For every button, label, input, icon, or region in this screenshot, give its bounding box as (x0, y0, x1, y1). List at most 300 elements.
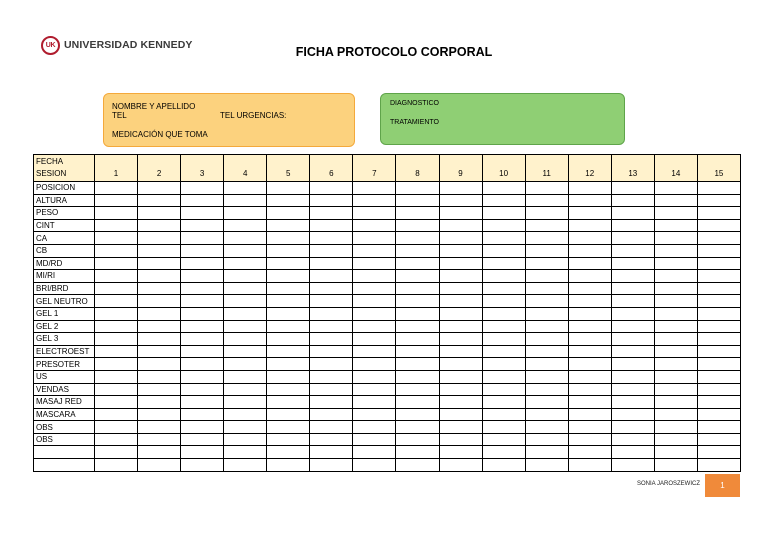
table-cell[interactable] (95, 333, 138, 346)
table-cell[interactable] (396, 370, 439, 383)
table-cell[interactable] (310, 459, 353, 472)
table-cell[interactable] (310, 282, 353, 295)
table-cell[interactable] (525, 320, 568, 333)
table-cell[interactable] (396, 295, 439, 308)
table-cell[interactable] (310, 307, 353, 320)
table-cell[interactable] (267, 383, 310, 396)
table-cell[interactable] (482, 370, 525, 383)
table-cell[interactable] (482, 396, 525, 409)
table-cell[interactable] (310, 270, 353, 283)
table-cell[interactable] (138, 307, 181, 320)
table-cell[interactable] (138, 295, 181, 308)
table-cell[interactable] (697, 282, 740, 295)
table-cell[interactable] (95, 182, 138, 195)
table-cell[interactable] (439, 270, 482, 283)
table-cell[interactable] (138, 396, 181, 409)
table-cell[interactable] (568, 396, 611, 409)
table-cell[interactable] (654, 282, 697, 295)
table-cell[interactable] (95, 370, 138, 383)
table-cell[interactable] (353, 182, 396, 195)
table-cell[interactable] (181, 232, 224, 245)
table-cell[interactable] (310, 219, 353, 232)
table-cell[interactable] (353, 358, 396, 371)
table-cell[interactable] (310, 383, 353, 396)
table-cell[interactable] (353, 219, 396, 232)
table-cell[interactable] (654, 333, 697, 346)
table-cell[interactable] (138, 408, 181, 421)
table-cell[interactable] (181, 307, 224, 320)
table-cell[interactable] (224, 333, 267, 346)
table-cell[interactable] (353, 421, 396, 434)
table-cell[interactable] (138, 383, 181, 396)
table-cell[interactable] (568, 307, 611, 320)
table-cell[interactable] (654, 383, 697, 396)
table-cell[interactable] (525, 282, 568, 295)
table-cell[interactable] (224, 421, 267, 434)
table-cell[interactable] (525, 232, 568, 245)
table-cell[interactable] (138, 370, 181, 383)
table-cell[interactable] (697, 345, 740, 358)
table-cell[interactable] (224, 446, 267, 459)
table-cell[interactable] (654, 446, 697, 459)
table-cell[interactable] (396, 307, 439, 320)
table-cell[interactable] (611, 358, 654, 371)
table-cell[interactable] (267, 370, 310, 383)
table-cell[interactable] (697, 270, 740, 283)
table-cell[interactable] (439, 396, 482, 409)
table-cell[interactable] (181, 383, 224, 396)
table-cell[interactable] (310, 345, 353, 358)
table-cell[interactable] (353, 459, 396, 472)
table-cell[interactable] (267, 307, 310, 320)
table-cell[interactable] (181, 219, 224, 232)
table-cell[interactable] (525, 307, 568, 320)
table-cell[interactable] (525, 295, 568, 308)
table-cell[interactable] (697, 257, 740, 270)
table-cell[interactable] (654, 345, 697, 358)
table-cell[interactable] (224, 370, 267, 383)
table-cell[interactable] (439, 433, 482, 446)
table-cell[interactable] (138, 459, 181, 472)
table-cell[interactable] (439, 282, 482, 295)
table-cell[interactable] (310, 333, 353, 346)
table-cell[interactable] (181, 345, 224, 358)
table-cell[interactable] (697, 383, 740, 396)
table-cell[interactable] (95, 396, 138, 409)
table-cell[interactable] (439, 320, 482, 333)
table-cell[interactable] (439, 194, 482, 207)
table-cell[interactable] (611, 282, 654, 295)
table-cell[interactable] (525, 194, 568, 207)
table-cell[interactable] (224, 182, 267, 195)
table-cell[interactable] (267, 295, 310, 308)
table-cell[interactable] (654, 182, 697, 195)
table-cell[interactable] (525, 257, 568, 270)
table-cell[interactable] (95, 383, 138, 396)
table-cell[interactable] (181, 358, 224, 371)
table-cell[interactable] (138, 345, 181, 358)
table-cell[interactable] (353, 295, 396, 308)
table-cell[interactable] (654, 396, 697, 409)
table-cell[interactable] (396, 244, 439, 257)
table-cell[interactable] (95, 446, 138, 459)
table-cell[interactable] (224, 307, 267, 320)
table-cell[interactable] (353, 333, 396, 346)
table-cell[interactable] (611, 408, 654, 421)
table-cell[interactable] (482, 295, 525, 308)
table-cell[interactable] (697, 244, 740, 257)
table-cell[interactable] (396, 345, 439, 358)
table-cell[interactable] (568, 345, 611, 358)
table-cell[interactable] (568, 295, 611, 308)
table-cell[interactable] (439, 383, 482, 396)
table-cell[interactable] (138, 270, 181, 283)
table-cell[interactable] (568, 408, 611, 421)
table-cell[interactable] (353, 244, 396, 257)
table-cell[interactable] (439, 207, 482, 220)
table-cell[interactable] (267, 320, 310, 333)
table-cell[interactable] (310, 446, 353, 459)
table-cell[interactable] (396, 320, 439, 333)
table-cell[interactable] (138, 232, 181, 245)
table-cell[interactable] (224, 358, 267, 371)
table-cell[interactable] (525, 383, 568, 396)
table-cell[interactable] (525, 244, 568, 257)
table-cell[interactable] (95, 421, 138, 434)
table-cell[interactable] (267, 257, 310, 270)
table-cell[interactable] (439, 219, 482, 232)
table-cell[interactable] (611, 307, 654, 320)
table-cell[interactable] (525, 219, 568, 232)
table-cell[interactable] (353, 396, 396, 409)
table-cell[interactable] (654, 370, 697, 383)
table-cell[interactable] (396, 459, 439, 472)
table-cell[interactable] (267, 446, 310, 459)
table-cell[interactable] (611, 396, 654, 409)
table-cell[interactable] (482, 408, 525, 421)
table-cell[interactable] (181, 207, 224, 220)
table-cell[interactable] (95, 219, 138, 232)
table-cell[interactable] (654, 408, 697, 421)
table-cell[interactable] (138, 219, 181, 232)
table-cell[interactable] (267, 182, 310, 195)
table-cell[interactable] (95, 282, 138, 295)
table-cell[interactable] (439, 408, 482, 421)
table-cell[interactable] (353, 194, 396, 207)
table-cell[interactable] (611, 459, 654, 472)
table-cell[interactable] (224, 270, 267, 283)
table-cell[interactable] (697, 232, 740, 245)
table-cell[interactable] (439, 446, 482, 459)
table-cell[interactable] (482, 320, 525, 333)
table-cell[interactable] (525, 333, 568, 346)
table-cell[interactable] (482, 459, 525, 472)
table-cell[interactable] (353, 270, 396, 283)
table-cell[interactable] (697, 446, 740, 459)
table-cell[interactable] (138, 446, 181, 459)
table-cell[interactable] (654, 257, 697, 270)
table-cell[interactable] (224, 219, 267, 232)
table-cell[interactable] (396, 207, 439, 220)
table-cell[interactable] (396, 270, 439, 283)
table-cell[interactable] (654, 421, 697, 434)
table-cell[interactable] (396, 232, 439, 245)
table-cell[interactable] (138, 358, 181, 371)
table-cell[interactable] (181, 244, 224, 257)
table-cell[interactable] (181, 182, 224, 195)
table-cell[interactable] (611, 333, 654, 346)
table-cell[interactable] (181, 194, 224, 207)
table-cell[interactable] (95, 244, 138, 257)
table-cell[interactable] (654, 433, 697, 446)
table-cell[interactable] (697, 421, 740, 434)
table-cell[interactable] (611, 345, 654, 358)
table-cell[interactable] (267, 232, 310, 245)
table-cell[interactable] (482, 421, 525, 434)
table-cell[interactable] (353, 232, 396, 245)
table-cell[interactable] (95, 232, 138, 245)
table-cell[interactable] (181, 295, 224, 308)
table-cell[interactable] (138, 333, 181, 346)
table-cell[interactable] (396, 408, 439, 421)
table-cell[interactable] (525, 358, 568, 371)
table-cell[interactable] (611, 370, 654, 383)
table-cell[interactable] (310, 295, 353, 308)
table-cell[interactable] (267, 396, 310, 409)
table-cell[interactable] (95, 345, 138, 358)
table-cell[interactable] (353, 383, 396, 396)
table-cell[interactable] (267, 282, 310, 295)
table-cell[interactable] (697, 358, 740, 371)
table-cell[interactable] (181, 446, 224, 459)
table-cell[interactable] (568, 219, 611, 232)
table-cell[interactable] (224, 383, 267, 396)
table-cell[interactable] (224, 232, 267, 245)
table-cell[interactable] (95, 320, 138, 333)
table-cell[interactable] (310, 257, 353, 270)
table-cell[interactable] (654, 307, 697, 320)
table-cell[interactable] (568, 182, 611, 195)
table-cell[interactable] (138, 207, 181, 220)
table-cell[interactable] (95, 433, 138, 446)
table-cell[interactable] (138, 421, 181, 434)
table-cell[interactable] (568, 320, 611, 333)
table-cell[interactable] (482, 232, 525, 245)
table-cell[interactable] (525, 408, 568, 421)
table-cell[interactable] (697, 207, 740, 220)
table-cell[interactable] (310, 232, 353, 245)
table-cell[interactable] (611, 446, 654, 459)
table-cell[interactable] (482, 282, 525, 295)
table-cell[interactable] (611, 383, 654, 396)
table-cell[interactable] (267, 244, 310, 257)
table-cell[interactable] (267, 219, 310, 232)
table-cell[interactable] (396, 421, 439, 434)
table-cell[interactable] (482, 446, 525, 459)
table-cell[interactable] (95, 408, 138, 421)
table-cell[interactable] (310, 370, 353, 383)
table-cell[interactable] (95, 207, 138, 220)
table-cell[interactable] (181, 459, 224, 472)
table-cell[interactable] (353, 257, 396, 270)
table-cell[interactable] (310, 396, 353, 409)
table-cell[interactable] (138, 194, 181, 207)
table-cell[interactable] (181, 370, 224, 383)
table-cell[interactable] (138, 433, 181, 446)
table-cell[interactable] (697, 433, 740, 446)
table-cell[interactable] (482, 207, 525, 220)
table-cell[interactable] (654, 270, 697, 283)
table-cell[interactable] (353, 345, 396, 358)
table-cell[interactable] (396, 282, 439, 295)
table-cell[interactable] (482, 257, 525, 270)
table-cell[interactable] (353, 370, 396, 383)
table-cell[interactable] (482, 345, 525, 358)
table-cell[interactable] (611, 257, 654, 270)
table-cell[interactable] (396, 182, 439, 195)
table-cell[interactable] (568, 207, 611, 220)
table-cell[interactable] (611, 182, 654, 195)
table-cell[interactable] (525, 421, 568, 434)
table-cell[interactable] (224, 459, 267, 472)
table-cell[interactable] (353, 408, 396, 421)
table-cell[interactable] (568, 270, 611, 283)
table-cell[interactable] (654, 358, 697, 371)
table-cell[interactable] (95, 194, 138, 207)
table-cell[interactable] (224, 244, 267, 257)
table-cell[interactable] (396, 433, 439, 446)
table-cell[interactable] (482, 182, 525, 195)
table-cell[interactable] (353, 207, 396, 220)
table-cell[interactable] (95, 358, 138, 371)
table-cell[interactable] (396, 446, 439, 459)
table-cell[interactable] (439, 295, 482, 308)
table-cell[interactable] (611, 194, 654, 207)
table-cell[interactable] (611, 244, 654, 257)
table-cell[interactable] (224, 194, 267, 207)
table-cell[interactable] (697, 370, 740, 383)
table-cell[interactable] (482, 433, 525, 446)
table-cell[interactable] (525, 433, 568, 446)
table-cell[interactable] (568, 421, 611, 434)
table-cell[interactable] (267, 421, 310, 434)
table-cell[interactable] (95, 295, 138, 308)
table-cell[interactable] (353, 307, 396, 320)
table-cell[interactable] (439, 244, 482, 257)
table-cell[interactable] (482, 270, 525, 283)
table-cell[interactable] (654, 219, 697, 232)
table-cell[interactable] (697, 320, 740, 333)
table-cell[interactable] (568, 383, 611, 396)
table-cell[interactable] (525, 396, 568, 409)
table-cell[interactable] (267, 207, 310, 220)
table-cell[interactable] (611, 320, 654, 333)
table-cell[interactable] (396, 358, 439, 371)
table-cell[interactable] (654, 295, 697, 308)
table-cell[interactable] (181, 396, 224, 409)
table-cell[interactable] (439, 333, 482, 346)
table-cell[interactable] (697, 396, 740, 409)
table-cell[interactable] (224, 396, 267, 409)
table-cell[interactable] (482, 307, 525, 320)
table-cell[interactable] (439, 421, 482, 434)
table-cell[interactable] (482, 194, 525, 207)
table-cell[interactable] (267, 433, 310, 446)
table-cell[interactable] (310, 194, 353, 207)
table-cell[interactable] (697, 182, 740, 195)
table-cell[interactable] (611, 232, 654, 245)
table-cell[interactable] (396, 257, 439, 270)
table-cell[interactable] (310, 207, 353, 220)
table-cell[interactable] (439, 257, 482, 270)
table-cell[interactable] (267, 194, 310, 207)
table-cell[interactable] (439, 307, 482, 320)
table-cell[interactable] (267, 358, 310, 371)
table-cell[interactable] (310, 421, 353, 434)
table-cell[interactable] (568, 358, 611, 371)
table-cell[interactable] (611, 295, 654, 308)
table-cell[interactable] (138, 182, 181, 195)
table-cell[interactable] (310, 182, 353, 195)
table-cell[interactable] (654, 207, 697, 220)
table-cell[interactable] (181, 333, 224, 346)
table-cell[interactable] (224, 433, 267, 446)
table-cell[interactable] (568, 459, 611, 472)
table-cell[interactable] (95, 459, 138, 472)
table-cell[interactable] (181, 320, 224, 333)
table-cell[interactable] (654, 232, 697, 245)
table-cell[interactable] (181, 408, 224, 421)
table-cell[interactable] (525, 207, 568, 220)
table-cell[interactable] (224, 207, 267, 220)
table-cell[interactable] (396, 194, 439, 207)
table-cell[interactable] (697, 408, 740, 421)
table-cell[interactable] (697, 307, 740, 320)
table-cell[interactable] (439, 358, 482, 371)
table-cell[interactable] (224, 345, 267, 358)
table-cell[interactable] (138, 244, 181, 257)
table-cell[interactable] (697, 333, 740, 346)
table-cell[interactable] (267, 333, 310, 346)
table-cell[interactable] (697, 194, 740, 207)
table-cell[interactable] (525, 370, 568, 383)
table-cell[interactable] (654, 194, 697, 207)
table-cell[interactable] (525, 446, 568, 459)
table-cell[interactable] (181, 257, 224, 270)
table-cell[interactable] (396, 396, 439, 409)
table-cell[interactable] (697, 295, 740, 308)
table-cell[interactable] (396, 333, 439, 346)
table-cell[interactable] (525, 345, 568, 358)
table-cell[interactable] (611, 219, 654, 232)
table-cell[interactable] (568, 333, 611, 346)
table-cell[interactable] (611, 421, 654, 434)
table-cell[interactable] (439, 182, 482, 195)
table-cell[interactable] (353, 282, 396, 295)
table-cell[interactable] (568, 257, 611, 270)
table-cell[interactable] (568, 370, 611, 383)
table-cell[interactable] (224, 295, 267, 308)
table-cell[interactable] (138, 257, 181, 270)
table-cell[interactable] (267, 345, 310, 358)
table-cell[interactable] (181, 433, 224, 446)
table-cell[interactable] (439, 459, 482, 472)
table-cell[interactable] (568, 433, 611, 446)
table-cell[interactable] (267, 270, 310, 283)
table-cell[interactable] (525, 182, 568, 195)
table-cell[interactable] (310, 358, 353, 371)
table-cell[interactable] (353, 320, 396, 333)
